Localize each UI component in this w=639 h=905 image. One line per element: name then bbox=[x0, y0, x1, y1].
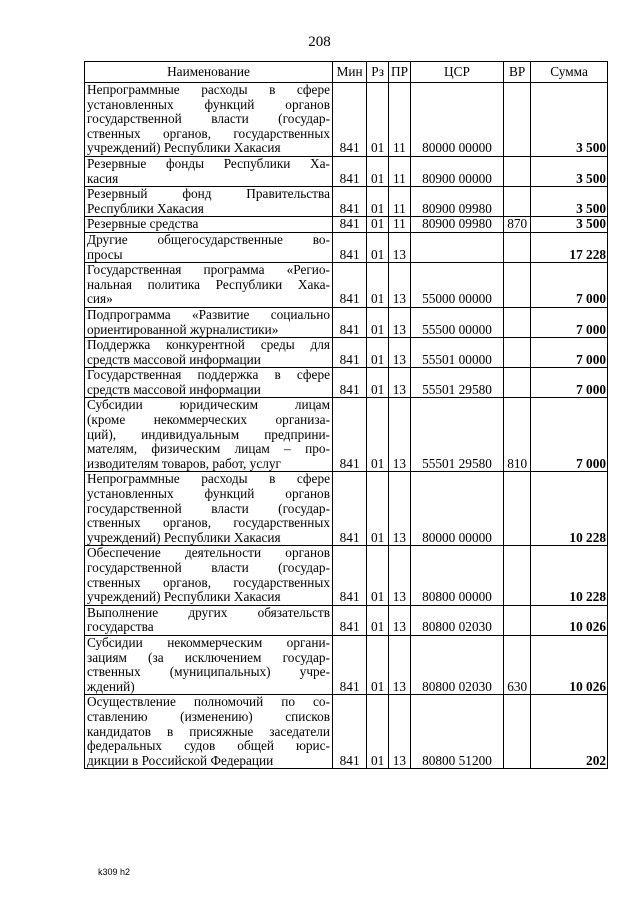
row-min: 841 bbox=[333, 83, 367, 157]
row-name-line: государственной власти (государ- bbox=[87, 111, 330, 127]
row-pr: 13 bbox=[389, 605, 411, 635]
row-name-line: Осуществление полномочий по со- bbox=[87, 694, 330, 710]
row-name-line: ставлению (изменению) списков bbox=[87, 708, 330, 724]
row-csr: 80900 00000 bbox=[410, 156, 503, 186]
budget-table bbox=[84, 61, 608, 769]
row-name bbox=[85, 368, 333, 398]
row-name-line: Непрограммные расходы в сфере bbox=[87, 82, 330, 97]
footer-code: k309 h2 bbox=[98, 867, 131, 877]
header-name: Наименование bbox=[85, 62, 333, 83]
row-sum: 10 228 bbox=[531, 472, 608, 546]
row-min: 841 bbox=[333, 187, 367, 217]
row-min: 841 bbox=[333, 635, 367, 694]
row-name-line: Подпрограмма «Развитие социально bbox=[87, 307, 330, 322]
row-name-line: кандидатов в присяжные заседатели bbox=[87, 723, 330, 739]
row-csr bbox=[410, 232, 503, 262]
table-row bbox=[85, 605, 608, 635]
row-min: 841 bbox=[333, 263, 367, 308]
row-min: 841 bbox=[333, 398, 367, 472]
table-row bbox=[85, 307, 608, 337]
header-csr: ЦСР bbox=[410, 62, 503, 83]
row-csr: 55000 00000 bbox=[410, 263, 503, 308]
row-csr: 55501 29580 bbox=[410, 368, 503, 398]
row-pr: 13 bbox=[389, 546, 411, 605]
row-name-line: мателям, физическим лицам – про- bbox=[87, 441, 330, 457]
row-name-line: Непрограммные расходы в сфере bbox=[87, 471, 330, 487]
header-min: Мин bbox=[333, 62, 367, 83]
row-min: 841 bbox=[333, 546, 367, 605]
table-row bbox=[85, 695, 608, 769]
row-rz: 01 bbox=[367, 263, 389, 308]
row-vr bbox=[504, 368, 531, 398]
row-name-line: ориентированной журналистики» bbox=[87, 321, 279, 337]
row-sum: 17 228 bbox=[531, 232, 608, 262]
page-number: 208 bbox=[308, 34, 331, 50]
row-name-line: федеральных судов общей юрис- bbox=[87, 738, 330, 754]
row-rz: 01 bbox=[367, 472, 389, 546]
table-row bbox=[85, 232, 608, 262]
row-name-line: Резервные фонды Республики Ха- bbox=[87, 156, 330, 171]
header-sum: Сумма bbox=[531, 62, 608, 83]
row-csr: 55500 00000 bbox=[410, 307, 503, 337]
row-rz: 01 bbox=[367, 635, 389, 694]
row-vr bbox=[504, 546, 531, 605]
row-name-line: Обеспечение деятельности органов bbox=[87, 545, 330, 561]
row-vr: 870 bbox=[504, 217, 531, 233]
row-name-line: Государственная программа «Регио- bbox=[87, 262, 330, 278]
row-sum: 10 026 bbox=[531, 605, 608, 635]
table-row bbox=[85, 368, 608, 398]
table-row bbox=[85, 156, 608, 186]
row-csr: 80800 51200 bbox=[410, 695, 503, 769]
row-pr: 13 bbox=[389, 368, 411, 398]
row-rz: 01 bbox=[367, 232, 389, 262]
row-min: 841 bbox=[333, 605, 367, 635]
table-row bbox=[85, 83, 608, 157]
row-sum: 7 000 bbox=[531, 307, 608, 337]
row-sum: 3 500 bbox=[531, 83, 608, 157]
row-vr bbox=[504, 338, 531, 368]
row-vr bbox=[504, 187, 531, 217]
row-name-line: сия» bbox=[87, 291, 113, 307]
row-csr: 80000 00000 bbox=[410, 83, 503, 157]
table-row bbox=[85, 398, 608, 472]
row-name-line: ций), индивидуальным предприни- bbox=[87, 426, 330, 442]
table-row bbox=[85, 217, 608, 233]
row-name bbox=[85, 187, 333, 217]
table-header bbox=[85, 62, 608, 83]
row-min: 841 bbox=[333, 156, 367, 186]
row-name-line: государственной власти (государ- bbox=[87, 560, 330, 575]
row-name-line: учреждений) Республики Хакасия bbox=[87, 589, 281, 605]
row-sum: 10 228 bbox=[531, 546, 608, 605]
row-sum: 7 000 bbox=[531, 338, 608, 368]
row-name-line: средств массовой информации bbox=[87, 381, 261, 397]
row-name bbox=[85, 83, 333, 157]
row-csr: 55501 00000 bbox=[410, 338, 503, 368]
row-min: 841 bbox=[333, 368, 367, 398]
row-name-line: учреждений) Республики Хакасия bbox=[87, 140, 281, 156]
row-pr: 13 bbox=[389, 232, 411, 262]
row-name bbox=[85, 546, 333, 605]
row-name-line: ственных органов, государственных bbox=[87, 574, 330, 590]
row-rz: 01 bbox=[367, 217, 389, 233]
row-vr: 810 bbox=[504, 398, 531, 472]
row-name-line: Субсидии юридическим лицам bbox=[87, 397, 330, 413]
row-name-line: зациям (за исключением государ- bbox=[87, 649, 330, 665]
row-min: 841 bbox=[333, 307, 367, 337]
row-csr: 80900 09980 bbox=[410, 217, 503, 233]
row-pr: 13 bbox=[389, 398, 411, 472]
row-sum: 3 500 bbox=[531, 187, 608, 217]
row-name-line: средств массовой информации bbox=[87, 351, 261, 367]
row-name-line: ждений) bbox=[87, 678, 135, 694]
row-name bbox=[85, 217, 333, 233]
row-name bbox=[85, 635, 333, 694]
row-vr bbox=[504, 83, 531, 157]
row-name bbox=[85, 307, 333, 337]
row-sum: 7 000 bbox=[531, 263, 608, 308]
table-row bbox=[85, 635, 608, 694]
row-name-line: государства bbox=[87, 619, 154, 635]
header-vr: ВР bbox=[504, 62, 531, 83]
row-rz: 01 bbox=[367, 605, 389, 635]
row-name-line: Резервные средства bbox=[87, 216, 199, 232]
row-vr bbox=[504, 605, 531, 635]
row-pr: 11 bbox=[389, 217, 411, 233]
row-name bbox=[85, 398, 333, 472]
row-name bbox=[85, 695, 333, 769]
row-csr: 80800 02030 bbox=[410, 635, 503, 694]
header-pr: ПР bbox=[389, 62, 411, 83]
row-name-line: Резервный фонд Правительства bbox=[87, 186, 330, 202]
row-csr: 80800 00000 bbox=[410, 546, 503, 605]
row-name-line: государственной власти (государ- bbox=[87, 500, 330, 516]
row-name bbox=[85, 338, 333, 368]
row-pr: 13 bbox=[389, 472, 411, 546]
row-min: 841 bbox=[333, 472, 367, 546]
row-csr: 80800 02030 bbox=[410, 605, 503, 635]
row-vr bbox=[504, 156, 531, 186]
row-name-line: дикции в Российской Федерации bbox=[87, 752, 274, 768]
row-name-line: ственных органов, государственных bbox=[87, 125, 330, 141]
row-name-line: нальная политика Республики Хака- bbox=[87, 276, 330, 292]
row-name-line: учреждений) Республики Хакасия bbox=[87, 529, 281, 545]
row-name-line: ственных (муниципальных) учре- bbox=[87, 664, 330, 680]
row-rz: 01 bbox=[367, 156, 389, 186]
table-body bbox=[85, 83, 608, 769]
row-sum: 7 000 bbox=[531, 398, 608, 472]
row-name-line: Поддержка конкурентной среды для bbox=[87, 337, 330, 353]
row-pr: 13 bbox=[389, 338, 411, 368]
table-row bbox=[85, 546, 608, 605]
row-pr: 11 bbox=[389, 187, 411, 217]
header-row bbox=[85, 62, 608, 83]
row-vr bbox=[504, 472, 531, 546]
table-row bbox=[85, 472, 608, 546]
row-min: 841 bbox=[333, 217, 367, 233]
row-csr: 80000 00000 bbox=[410, 472, 503, 546]
row-sum: 7 000 bbox=[531, 368, 608, 398]
row-pr: 13 bbox=[389, 695, 411, 769]
row-name bbox=[85, 232, 333, 262]
row-name-line: касия bbox=[87, 170, 119, 186]
row-min: 841 bbox=[333, 338, 367, 368]
row-rz: 01 bbox=[367, 187, 389, 217]
row-name-line: ственных органов, государственных bbox=[87, 515, 330, 531]
header-rz: Рз bbox=[367, 62, 389, 83]
row-name-line: Субсидии некоммерческим органи- bbox=[87, 635, 330, 650]
table-row bbox=[85, 263, 608, 308]
row-pr: 13 bbox=[389, 263, 411, 308]
table-row bbox=[85, 187, 608, 217]
row-vr bbox=[504, 307, 531, 337]
row-csr: 80900 09980 bbox=[410, 187, 503, 217]
row-pr: 11 bbox=[389, 156, 411, 186]
row-name-line: Выполнение других обязательств bbox=[87, 605, 330, 620]
row-min: 841 bbox=[333, 695, 367, 769]
row-name-line: просы bbox=[87, 246, 123, 262]
row-vr: 630 bbox=[504, 635, 531, 694]
row-pr: 13 bbox=[389, 635, 411, 694]
row-min: 841 bbox=[333, 232, 367, 262]
row-vr bbox=[504, 232, 531, 262]
row-rz: 01 bbox=[367, 338, 389, 368]
row-name-line: установленных функций органов bbox=[87, 486, 330, 502]
row-name bbox=[85, 156, 333, 186]
row-sum: 10 026 bbox=[531, 635, 608, 694]
row-rz: 01 bbox=[367, 307, 389, 337]
row-name-line: (кроме некоммерческих организа- bbox=[87, 412, 330, 428]
row-name bbox=[85, 263, 333, 308]
row-name-line: изводителям товаров, работ, услуг bbox=[87, 455, 281, 471]
row-name-line: Другие общегосударственные во- bbox=[87, 232, 330, 247]
row-pr: 13 bbox=[389, 307, 411, 337]
table-row bbox=[85, 338, 608, 368]
row-name-line: установленных функций органов bbox=[87, 96, 330, 112]
row-rz: 01 bbox=[367, 83, 389, 157]
row-rz: 01 bbox=[367, 546, 389, 605]
row-pr: 11 bbox=[389, 83, 411, 157]
row-sum: 202 bbox=[531, 695, 608, 769]
row-rz: 01 bbox=[367, 368, 389, 398]
row-name-line: Государственная поддержка в сфере bbox=[87, 367, 330, 383]
row-name-line: Республики Хакасия bbox=[87, 200, 204, 216]
row-vr bbox=[504, 263, 531, 308]
row-rz: 01 bbox=[367, 695, 389, 769]
row-sum: 3 500 bbox=[531, 156, 608, 186]
row-rz: 01 bbox=[367, 398, 389, 472]
row-csr: 55501 29580 bbox=[410, 398, 503, 472]
row-sum: 3 500 bbox=[531, 217, 608, 233]
row-name bbox=[85, 472, 333, 546]
row-name bbox=[85, 605, 333, 635]
row-vr bbox=[504, 695, 531, 769]
